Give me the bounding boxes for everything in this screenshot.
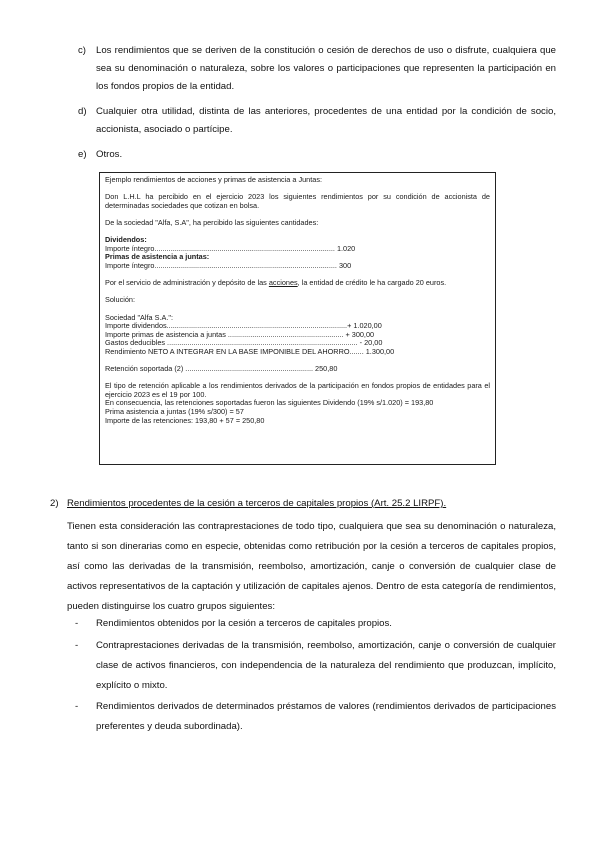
list-marker: e) <box>78 149 87 160</box>
importe-retenciones-line: Importe de las retenciones: 193,80 + 57 = 250,80 <box>105 416 265 425</box>
consecuencia-line: En consecuencia, las retenciones soportadas fueron las siguientes Dividendo (19% s/1.020) = 193,80 <box>105 399 434 408</box>
bullet-text: Rendimientos derivados de determinados préstamos de valores (rendimientos derivados de participaciones preferentes y deuda subordinada). <box>96 701 556 732</box>
list-item-text: Cualquier otra utilidad, distinta de las anteriores, procedentes de una entidad por la condición de socio, accionista, asociado o partícipe. <box>96 106 556 135</box>
calc-line: Gastos deducibles .............................................................................................. - 20,00 <box>105 339 383 348</box>
tipo-paragraph: El tipo de retención aplicable a los rendimientos derivados de la participación en fondos propios de entidades para el ejercicio 2023 es el 19 por 100. <box>105 381 490 399</box>
example-box <box>99 172 496 465</box>
acciones-link[interactable]: acciones <box>268 279 298 288</box>
bullet-text: Contraprestaciones derivadas de la transmisión, reembolso, amortización, canje o conversión de cualquier clase de activos financieros, con independencia de la naturaleza del rendimiento que produzcan, implícito, explícito o mixto. <box>96 640 556 691</box>
list-marker: d) <box>78 106 87 117</box>
list-item-c <box>78 42 556 96</box>
primas-label: Primas de asistencia a juntas: <box>105 253 210 262</box>
dividends-amount-line: Importe íntegro......................................................................................... 1.020 <box>105 244 356 253</box>
bullet-dash: - <box>75 701 79 712</box>
calc-line: Rendimiento NETO A INTEGRAR EN LA BASE IMPONIBLE DEL AHORRO....... 1.300,00 <box>105 347 395 356</box>
bullet-item <box>67 614 556 634</box>
bullet-item <box>67 636 556 696</box>
list-item-e <box>78 146 556 164</box>
list-item-text: Otros. <box>96 149 123 160</box>
section-title: Rendimientos procedentes de la cesión a terceros de capitales propios (Art. 25.2 LIRPF). <box>67 498 447 509</box>
example-society-line: De la sociedad "Alfa, S.A", ha percibido las siguientes cantidades: <box>105 218 319 227</box>
example-heading: Ejemplo rendimientos de acciones y primas de asistencia a Juntas: <box>105 176 322 184</box>
society2-line: Sociedad "Alfa S.A.": <box>105 313 174 322</box>
bullet-dash: - <box>75 618 79 629</box>
primas-amount-line: Importe íntegro.......................................................................................... 300 <box>105 261 352 270</box>
bullet-dash: - <box>75 640 79 651</box>
admin-charge-line: Por el servicio de administración y depósito de las acciones, la entidad de crédito le ha cargado 20 euros. <box>105 279 447 288</box>
list-marker: c) <box>78 45 86 56</box>
section-2-paragraph: Tienen esta consideración las contraprestaciones de todo tipo, cualquiera que sea su denominación o naturaleza, tanto si son dinerarias como en especie, obtenidas como retribución por la cesión a terceros de capitales propios, así como las derivadas de la transmisión, reembolso, amortización, canje o conversión de cualquier clase de activos representativos de la captación y utilización de capitales ajenos. Dentro de esta categoría de rendimientos, pueden distinguirse los cuatro grupos siguientes: <box>67 521 556 612</box>
section-number: 2) <box>50 498 59 509</box>
bullet-text: Rendimientos obtenidos por la cesión a terceros de capitales propios. <box>96 618 392 629</box>
prima-retention-line: Prima asistencia a juntas (19% s/300) = 57 <box>105 408 244 417</box>
bullet-item <box>67 697 556 737</box>
solucion-label: Solución: <box>105 296 136 305</box>
retencion-line: Retención soportada (2) ............................................................... 250,80 <box>105 365 338 374</box>
dividends-label: Dividendos: <box>105 236 147 245</box>
list-item-text: Los rendimientos que se deriven de la constitución o cesión de derechos de uso o disfrute, cualquiera que sea su denominación o naturaleza, sobre los valores o participaciones que representen la participación en los fondos propios de la entidad. <box>96 45 556 92</box>
example-intro: Don L.H.L ha percibido en el ejercicio 2023 los siguientes rendimientos por su condición de accionista de determinadas sociedades que cotizan en bolsa. <box>105 192 490 210</box>
calc-line: Importe dividendos.........................................................................................+ 1.020,00 <box>105 322 382 331</box>
list-item-d <box>78 103 556 139</box>
calc-line: Importe primas de asistencia a juntas ......................................................... + 300,00 <box>105 330 375 339</box>
